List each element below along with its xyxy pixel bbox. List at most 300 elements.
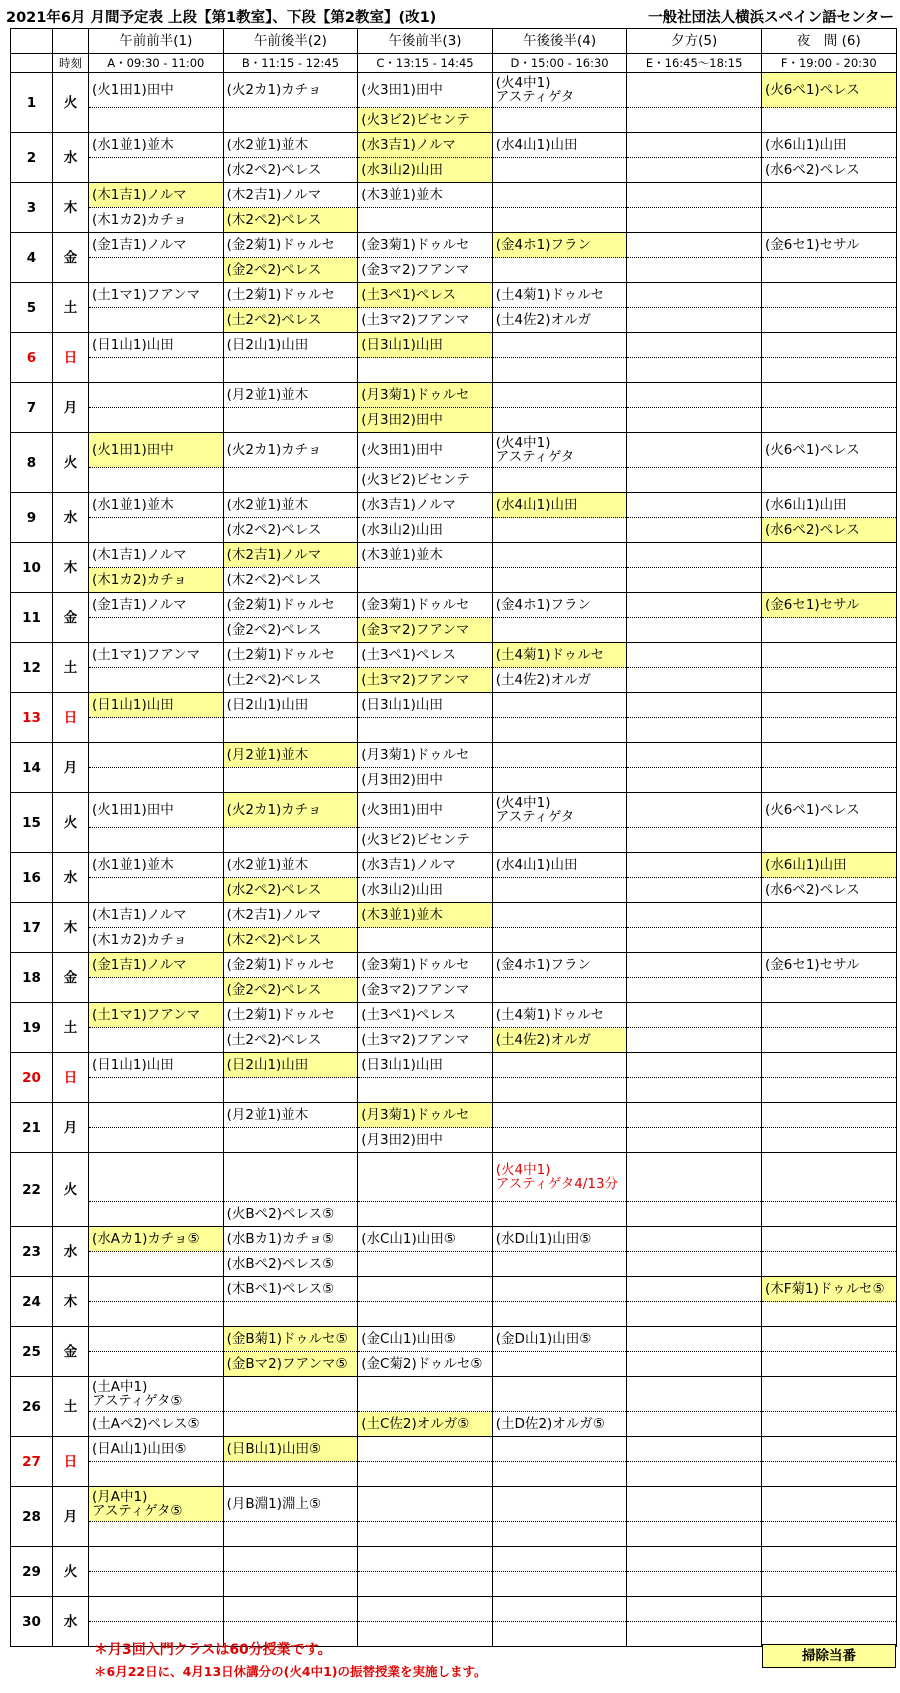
class-slot-room2 — [761, 258, 896, 283]
class-slot-room2 — [761, 1078, 896, 1103]
class-slot-room1 — [761, 1153, 896, 1202]
class-slot-room2 — [358, 1462, 493, 1487]
class-slot-room2 — [89, 1202, 224, 1227]
class-slot-room2: (金Bマ2)フアンマ⑤ — [223, 1352, 358, 1377]
class-slot-room2 — [358, 928, 493, 953]
class-slot-room1 — [627, 1547, 762, 1572]
class-slot-room2: (木2ペ2)ペレス — [223, 568, 358, 593]
weekday: 金 — [53, 593, 89, 643]
class-slot-room2 — [761, 208, 896, 233]
class-slot-room1: (金B菊1)ドゥルセ⑤ — [223, 1327, 358, 1352]
weekday: 日 — [53, 1437, 89, 1487]
day-row-lower — [11, 358, 897, 383]
class-slot-room2 — [627, 1078, 762, 1103]
class-slot-room1: (火1田1)田中 — [89, 73, 224, 108]
class-slot-room1: (日3山1)山田 — [358, 333, 493, 358]
day-row-upper — [11, 953, 897, 978]
class-slot-room1: (金6セ1)セサル — [761, 233, 896, 258]
class-slot-room2: (水3山2)山田 — [358, 158, 493, 183]
class-slot-room1: (水Aカ1)カチョ⑤ — [89, 1227, 224, 1252]
class-slot-room1 — [627, 233, 762, 258]
day-row-upper — [11, 493, 897, 518]
class-slot-room1: (金1吉1)ノルマ — [89, 953, 224, 978]
class-slot-room1 — [761, 1547, 896, 1572]
class-slot-room2 — [761, 1028, 896, 1053]
class-slot-room2: (火Bペ2)ペレス⑤ — [223, 1202, 358, 1227]
class-slot-room2 — [358, 1302, 493, 1327]
class-slot-room1 — [761, 1377, 896, 1412]
weekday: 火 — [53, 433, 89, 493]
class-slot-room1 — [761, 283, 896, 308]
weekday: 土 — [53, 1003, 89, 1053]
class-slot-room1 — [358, 1153, 493, 1202]
day-row-lower — [11, 158, 897, 183]
class-slot-room1 — [761, 743, 896, 768]
class-slot-room1 — [492, 1053, 627, 1078]
day-row-upper — [11, 593, 897, 618]
class-slot-room1: (火4中1) アスティゲタ — [492, 73, 627, 108]
class-slot-room2 — [627, 208, 762, 233]
class-slot-room2 — [89, 718, 224, 743]
day-number: 6 — [11, 333, 53, 383]
class-slot-room2: (土4佐2)オルガ — [492, 668, 627, 693]
class-slot-room2 — [627, 468, 762, 493]
class-slot-room2 — [358, 1202, 493, 1227]
class-slot-room2: (土3マ2)フアンマ — [358, 308, 493, 333]
time-label: 時刻 — [53, 54, 89, 73]
class-slot-room2 — [358, 568, 493, 593]
class-slot-room2 — [358, 1522, 493, 1547]
class-slot-room1: (日1山1)山田 — [89, 333, 224, 358]
class-slot-room2 — [89, 108, 224, 133]
class-slot-room2: (土3マ2)フアンマ — [358, 668, 493, 693]
class-slot-room2 — [492, 1462, 627, 1487]
class-slot-room2 — [627, 1352, 762, 1377]
day-row-lower — [11, 1522, 897, 1547]
class-slot-room1: (火6ペ1)ペレス — [761, 793, 896, 828]
class-slot-room2 — [761, 768, 896, 793]
class-slot-room1 — [761, 1227, 896, 1252]
class-slot-room1: (日1山1)山田 — [89, 693, 224, 718]
class-slot-room2 — [627, 618, 762, 643]
class-slot-room1: (金2菊1)ドゥルセ — [223, 593, 358, 618]
class-slot-room1 — [89, 743, 224, 768]
day-number: 9 — [11, 493, 53, 543]
class-slot-room2 — [492, 928, 627, 953]
class-slot-room2 — [761, 358, 896, 383]
class-slot-room1: (日1山1)山田 — [89, 1053, 224, 1078]
class-slot-room1 — [627, 1487, 762, 1522]
class-slot-room1 — [627, 1053, 762, 1078]
class-slot-room1 — [761, 693, 896, 718]
class-slot-room1 — [627, 1277, 762, 1302]
class-slot-room2 — [627, 1462, 762, 1487]
class-slot-room2 — [627, 1252, 762, 1277]
header-day-blank — [11, 29, 53, 54]
class-slot-room2 — [627, 568, 762, 593]
day-row-upper — [11, 1437, 897, 1462]
day-row-lower — [11, 568, 897, 593]
class-slot-room2: (水6ペ2)ペレス — [761, 518, 896, 543]
day-number: 2 — [11, 133, 53, 183]
weekday: 月 — [53, 1103, 89, 1153]
class-slot-room1 — [627, 593, 762, 618]
day-row-upper — [11, 543, 897, 568]
day-row-lower — [11, 308, 897, 333]
class-slot-room1 — [89, 1103, 224, 1128]
class-slot-room2 — [627, 828, 762, 853]
class-slot-room1: (水2並1)並木 — [223, 853, 358, 878]
class-slot-room1: (月3菊1)ドゥルセ — [358, 383, 493, 408]
day-row-upper — [11, 793, 897, 828]
day-number: 12 — [11, 643, 53, 693]
class-slot-room1 — [627, 1327, 762, 1352]
class-slot-room1: (火4中1) アスティゲタ — [492, 433, 627, 468]
class-slot-room1: (水6山1)山田 — [761, 133, 896, 158]
class-slot-room2 — [223, 768, 358, 793]
class-slot-room2: (火3ビ2)ビセンテ — [358, 828, 493, 853]
class-slot-room2: (金3マ2)フアンマ — [358, 978, 493, 1003]
slot-header: 午前後半(2) — [223, 29, 358, 54]
day-row-lower — [11, 978, 897, 1003]
class-slot-room2 — [627, 978, 762, 1003]
weekday: 水 — [53, 1597, 89, 1647]
class-slot-room1: (金D山1)山田⑤ — [492, 1327, 627, 1352]
class-slot-room2: (木1カ2)カチョ — [89, 928, 224, 953]
class-slot-room2 — [492, 878, 627, 903]
day-row-upper — [11, 1377, 897, 1412]
notes — [94, 1640, 487, 1682]
class-slot-room2 — [89, 1252, 224, 1277]
class-slot-room2: (金C菊2)ドゥルセ⑤ — [358, 1352, 493, 1377]
weekday: 木 — [53, 1277, 89, 1327]
class-slot-room1: (土3ペ1)ペレス — [358, 643, 493, 668]
class-slot-room2 — [358, 358, 493, 383]
class-slot-room1 — [761, 183, 896, 208]
class-slot-room1 — [223, 1597, 358, 1622]
day-number: 17 — [11, 903, 53, 953]
day-number: 24 — [11, 1277, 53, 1327]
weekday: 火 — [53, 793, 89, 853]
slot-header: 午前前半(1) — [89, 29, 224, 54]
class-slot-room2 — [492, 1572, 627, 1597]
cleaning-duty-label: 掃除当番 — [762, 1644, 896, 1668]
class-slot-room1: (日3山1)山田 — [358, 693, 493, 718]
day-number: 26 — [11, 1377, 53, 1437]
class-slot-room2: (木2ペ2)ペレス — [223, 928, 358, 953]
class-slot-room1: (火4中1) アスティゲタ4/13分 — [492, 1153, 627, 1202]
class-slot-room1 — [89, 1547, 224, 1572]
class-slot-room2: (土2ペ2)ペレス — [223, 308, 358, 333]
class-slot-room2 — [492, 828, 627, 853]
class-slot-room1 — [627, 693, 762, 718]
class-slot-room1: (金C山1)山田⑤ — [358, 1327, 493, 1352]
class-slot-room1 — [761, 1003, 896, 1028]
class-slot-room1 — [89, 1597, 224, 1622]
day-number: 5 — [11, 283, 53, 333]
weekday: 月 — [53, 383, 89, 433]
day-row-upper — [11, 1547, 897, 1572]
day-row-lower — [11, 1302, 897, 1327]
day-row-lower — [11, 1412, 897, 1437]
class-slot-room1: (金3菊1)ドゥルセ — [358, 233, 493, 258]
day-number: 28 — [11, 1487, 53, 1547]
class-slot-room2 — [492, 1522, 627, 1547]
class-slot-room2 — [761, 1202, 896, 1227]
slot-header: 午後前半(3) — [358, 29, 493, 54]
class-slot-room2: (土Aペ2)ペレス⑤ — [89, 1412, 224, 1437]
class-slot-room1: (木2吉1)ノルマ — [223, 183, 358, 208]
class-slot-room1: (月3菊1)ドゥルセ — [358, 1103, 493, 1128]
day-row-upper — [11, 853, 897, 878]
day-row-upper — [11, 693, 897, 718]
day-row-upper — [11, 1003, 897, 1028]
class-slot-room1 — [761, 333, 896, 358]
class-slot-room1: (火3田1)田中 — [358, 73, 493, 108]
class-slot-room1: (土4菊1)ドゥルセ — [492, 283, 627, 308]
class-slot-room2 — [492, 1252, 627, 1277]
class-slot-room2 — [761, 1572, 896, 1597]
weekday: 土 — [53, 1377, 89, 1437]
slot-time: F・19:00 - 20:30 — [761, 54, 896, 73]
day-number: 19 — [11, 1003, 53, 1053]
class-slot-room2 — [89, 258, 224, 283]
note-2: ＊6月22日に、4月13日休講分の(火4中1)の振替授業を実施します。 — [94, 1664, 487, 1679]
weekday: 水 — [53, 133, 89, 183]
class-slot-room2: (木2ペ2)ペレス — [223, 208, 358, 233]
class-slot-room2: (金2ペ2)ペレス — [223, 618, 358, 643]
class-slot-room2 — [492, 408, 627, 433]
class-slot-room1 — [627, 743, 762, 768]
class-slot-room2: (水3山2)山田 — [358, 518, 493, 543]
slot-time: B・11:15 - 12:45 — [223, 54, 358, 73]
class-slot-room1: (金4ホ1)フラン — [492, 593, 627, 618]
day-number: 1 — [11, 73, 53, 133]
class-slot-room2 — [223, 1412, 358, 1437]
weekday: 日 — [53, 333, 89, 383]
class-slot-room1 — [358, 1487, 493, 1522]
weekday: 火 — [53, 1153, 89, 1227]
class-slot-room1 — [627, 1437, 762, 1462]
day-row-lower — [11, 718, 897, 743]
class-slot-room2 — [761, 1352, 896, 1377]
slot-header: 夕方(5) — [627, 29, 762, 54]
day-row-lower — [11, 768, 897, 793]
class-slot-room1 — [761, 383, 896, 408]
document-title: 2021年6月 月間予定表 上段【第1教室】、下段【第2教室】(改1) — [6, 10, 437, 26]
day-row-lower — [11, 1252, 897, 1277]
class-slot-room2 — [627, 408, 762, 433]
class-slot-room1: (土1マ1)フアンマ — [89, 1003, 224, 1028]
class-slot-room2 — [492, 1128, 627, 1153]
day-row-lower — [11, 668, 897, 693]
class-slot-room1: (金2菊1)ドゥルセ — [223, 953, 358, 978]
class-slot-room2 — [627, 668, 762, 693]
class-slot-room2 — [627, 1128, 762, 1153]
weekday: 土 — [53, 643, 89, 693]
class-slot-room1 — [358, 1437, 493, 1462]
class-slot-room2 — [89, 408, 224, 433]
class-slot-room1 — [761, 1437, 896, 1462]
class-slot-room1 — [223, 1547, 358, 1572]
class-slot-room2 — [223, 1462, 358, 1487]
day-row-upper — [11, 183, 897, 208]
class-slot-room2 — [89, 618, 224, 643]
class-slot-room2 — [358, 208, 493, 233]
class-slot-room2 — [492, 1622, 627, 1647]
header-weekday-blank — [53, 29, 89, 54]
class-slot-room1 — [492, 743, 627, 768]
class-slot-room1: (土2菊1)ドゥルセ — [223, 1003, 358, 1028]
class-slot-room2: (水6ペ2)ペレス — [761, 878, 896, 903]
day-number: 16 — [11, 853, 53, 903]
day-row-upper — [11, 1227, 897, 1252]
class-slot-room2 — [761, 618, 896, 643]
class-slot-room1 — [627, 643, 762, 668]
class-slot-room2: (月3田2)田中 — [358, 768, 493, 793]
class-slot-room1 — [627, 1377, 762, 1412]
weekday: 日 — [53, 1053, 89, 1103]
class-slot-room1: (木3並1)並木 — [358, 183, 493, 208]
class-slot-room1 — [627, 1003, 762, 1028]
weekday: 金 — [53, 1327, 89, 1377]
class-slot-room1: (日3山1)山田 — [358, 1053, 493, 1078]
class-slot-room1 — [492, 1437, 627, 1462]
class-slot-room2 — [627, 718, 762, 743]
class-slot-room1: (土2菊1)ドゥルセ — [223, 643, 358, 668]
class-slot-room1: (土A中1) アスティゲタ⑤ — [89, 1377, 224, 1412]
class-slot-room1 — [761, 903, 896, 928]
class-slot-room2 — [761, 1462, 896, 1487]
class-slot-room2: (火3ビ2)ビセンテ — [358, 108, 493, 133]
class-slot-room2: (金3マ2)フアンマ — [358, 258, 493, 283]
class-slot-room2: (水2ペ2)ペレス — [223, 158, 358, 183]
class-slot-room2: (土4佐2)オルガ — [492, 308, 627, 333]
class-slot-room2 — [761, 1302, 896, 1327]
class-slot-room2 — [492, 158, 627, 183]
class-slot-room2: (金3マ2)フアンマ — [358, 618, 493, 643]
time-blank — [11, 54, 53, 73]
class-slot-room1 — [492, 543, 627, 568]
class-slot-room2 — [223, 828, 358, 853]
class-slot-room1: (土1マ1)フアンマ — [89, 643, 224, 668]
note-1: ＊月3回入門クラスは60分授業です。 — [94, 1642, 332, 1658]
class-slot-room1: (日2山1)山田 — [223, 333, 358, 358]
class-slot-room1 — [761, 1597, 896, 1622]
day-row-upper — [11, 333, 897, 358]
class-slot-room1 — [492, 693, 627, 718]
day-row-upper — [11, 233, 897, 258]
class-slot-room1: (金3菊1)ドゥルセ — [358, 953, 493, 978]
class-slot-room2: (土2ペ2)ペレス — [223, 668, 358, 693]
class-slot-room2 — [89, 1572, 224, 1597]
class-slot-room2: (月3田2)田中 — [358, 408, 493, 433]
class-slot-room1: (水4山1)山田 — [492, 493, 627, 518]
class-slot-room1 — [492, 333, 627, 358]
class-slot-room1: (金2菊1)ドゥルセ — [223, 233, 358, 258]
class-slot-room1 — [627, 1227, 762, 1252]
class-slot-room1: (水6山1)山田 — [761, 493, 896, 518]
class-slot-room1: (木1吉1)ノルマ — [89, 183, 224, 208]
class-slot-room1: (火1田1)田中 — [89, 433, 224, 468]
class-slot-room1 — [627, 1153, 762, 1202]
class-slot-room1 — [761, 1487, 896, 1522]
class-slot-room2 — [627, 258, 762, 283]
day-row-lower — [11, 1078, 897, 1103]
class-slot-room1: (月2並1)並木 — [223, 383, 358, 408]
class-slot-room1: (水4山1)山田 — [492, 133, 627, 158]
class-slot-room1: (土4菊1)ドゥルセ — [492, 1003, 627, 1028]
class-slot-room1 — [627, 953, 762, 978]
class-slot-room1: (火6ペ1)ペレス — [761, 433, 896, 468]
slot-header: 午後後半(4) — [492, 29, 627, 54]
class-slot-room2 — [223, 108, 358, 133]
class-slot-room2 — [627, 1028, 762, 1053]
weekday: 金 — [53, 233, 89, 283]
class-slot-room2 — [223, 1078, 358, 1103]
class-slot-room1 — [492, 903, 627, 928]
class-slot-room1: (金6セ1)セサル — [761, 593, 896, 618]
class-slot-room1: (火3田1)田中 — [358, 793, 493, 828]
class-slot-room1: (火6ペ1)ペレス — [761, 73, 896, 108]
class-slot-room1: (日2山1)山田 — [223, 693, 358, 718]
class-slot-room2 — [492, 1352, 627, 1377]
day-number: 7 — [11, 383, 53, 433]
weekday: 火 — [53, 73, 89, 133]
class-slot-room2: (木1カ2)カチョ — [89, 208, 224, 233]
class-slot-room1: (火2カ1)カチョ — [223, 433, 358, 468]
class-slot-room2 — [89, 158, 224, 183]
class-slot-room1 — [492, 383, 627, 408]
class-slot-room2 — [223, 1128, 358, 1153]
class-slot-room1 — [358, 1597, 493, 1622]
day-number: 27 — [11, 1437, 53, 1487]
class-slot-room1 — [627, 493, 762, 518]
class-slot-room2: (金2ペ2)ペレス — [223, 258, 358, 283]
class-slot-room1: (金3菊1)ドゥルセ — [358, 593, 493, 618]
class-slot-room2 — [627, 1622, 762, 1647]
class-slot-room1 — [627, 183, 762, 208]
day-row-upper — [11, 1327, 897, 1352]
class-slot-room2 — [627, 308, 762, 333]
class-slot-room2 — [89, 518, 224, 543]
class-slot-room1: (水C山1)山田⑤ — [358, 1227, 493, 1252]
class-slot-room2: (土2ペ2)ペレス — [223, 1028, 358, 1053]
class-slot-room1: (金4ホ1)フラン — [492, 953, 627, 978]
class-slot-room1: (火3田1)田中 — [358, 433, 493, 468]
slot-time: C・13:15 - 14:45 — [358, 54, 493, 73]
day-row-lower — [11, 618, 897, 643]
class-slot-room2 — [761, 668, 896, 693]
class-slot-room1: (金1吉1)ノルマ — [89, 233, 224, 258]
class-slot-room2 — [492, 468, 627, 493]
class-slot-room1 — [627, 543, 762, 568]
class-slot-room1 — [358, 1277, 493, 1302]
day-number: 18 — [11, 953, 53, 1003]
class-slot-room2 — [89, 1352, 224, 1377]
slot-time: A・09:30 - 11:00 — [89, 54, 224, 73]
class-slot-room1 — [492, 1487, 627, 1522]
class-slot-room1 — [761, 1103, 896, 1128]
class-slot-room2 — [89, 308, 224, 333]
class-slot-room2 — [89, 828, 224, 853]
class-slot-room1: (木3並1)並木 — [358, 543, 493, 568]
day-number: 20 — [11, 1053, 53, 1103]
class-slot-room2 — [223, 468, 358, 493]
day-number: 22 — [11, 1153, 53, 1227]
class-slot-room1: (火2カ1)カチョ — [223, 793, 358, 828]
day-row-lower — [11, 518, 897, 543]
